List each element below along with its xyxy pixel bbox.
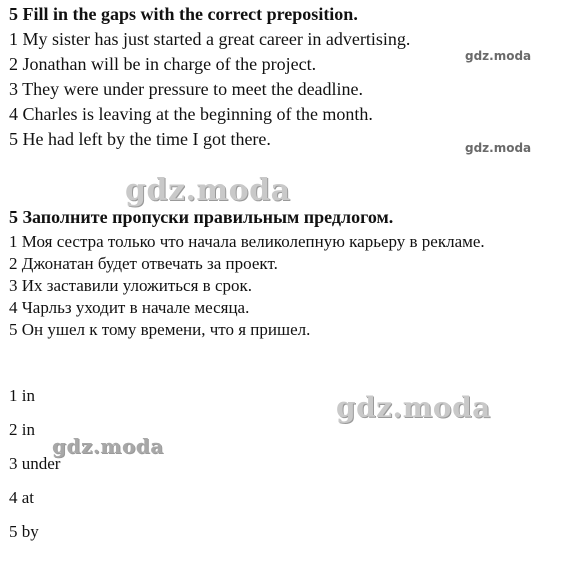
russian-item-2: 2 Джонатан будет отвечать за проект. <box>9 254 278 273</box>
russian-item-3: 3 Их заставили уложиться в срок. <box>9 276 253 295</box>
answer-1: 1 in <box>9 386 35 405</box>
exercise-heading-english: 5 Fill in the gaps with the correct preposition. <box>9 4 358 24</box>
english-item-1: 1 My sister has just started a great career in advertising. <box>9 29 411 49</box>
english-item-3: 3 They were under pressure to meet the deadline. <box>9 79 364 99</box>
watermark-small-top: gdz.moda <box>465 49 532 63</box>
watermark-large-right: gdz.moda <box>336 391 491 424</box>
russian-item-1: 1 Моя сестра только что начала великолепную карьеру в рекламе. <box>9 232 485 251</box>
russian-item-4: 4 Чарльз уходит в начале месяца. <box>9 298 250 317</box>
exercise-heading-russian: 5 Заполните пропуски правильным предлогом. <box>9 207 394 227</box>
english-item-2: 2 Jonathan will be in charge of the project. <box>9 54 317 74</box>
answer-5: 5 by <box>9 522 39 541</box>
russian-item-5: 5 Он ушел к тому времени, что я пришел. <box>9 320 311 339</box>
answer-3: 3 under <box>9 454 61 473</box>
english-item-4: 4 Charles is leaving at the beginning of the month. <box>9 104 373 124</box>
answer-4: 4 at <box>9 488 35 507</box>
answer-2: 2 in <box>9 420 35 439</box>
watermark-medium-left: gdz.moda <box>52 434 164 458</box>
watermark-small-middle: gdz.moda <box>465 141 532 155</box>
watermark-large-top: gdz.moda <box>125 173 291 208</box>
english-item-5: 5 He had left by the time I got there. <box>9 129 271 149</box>
